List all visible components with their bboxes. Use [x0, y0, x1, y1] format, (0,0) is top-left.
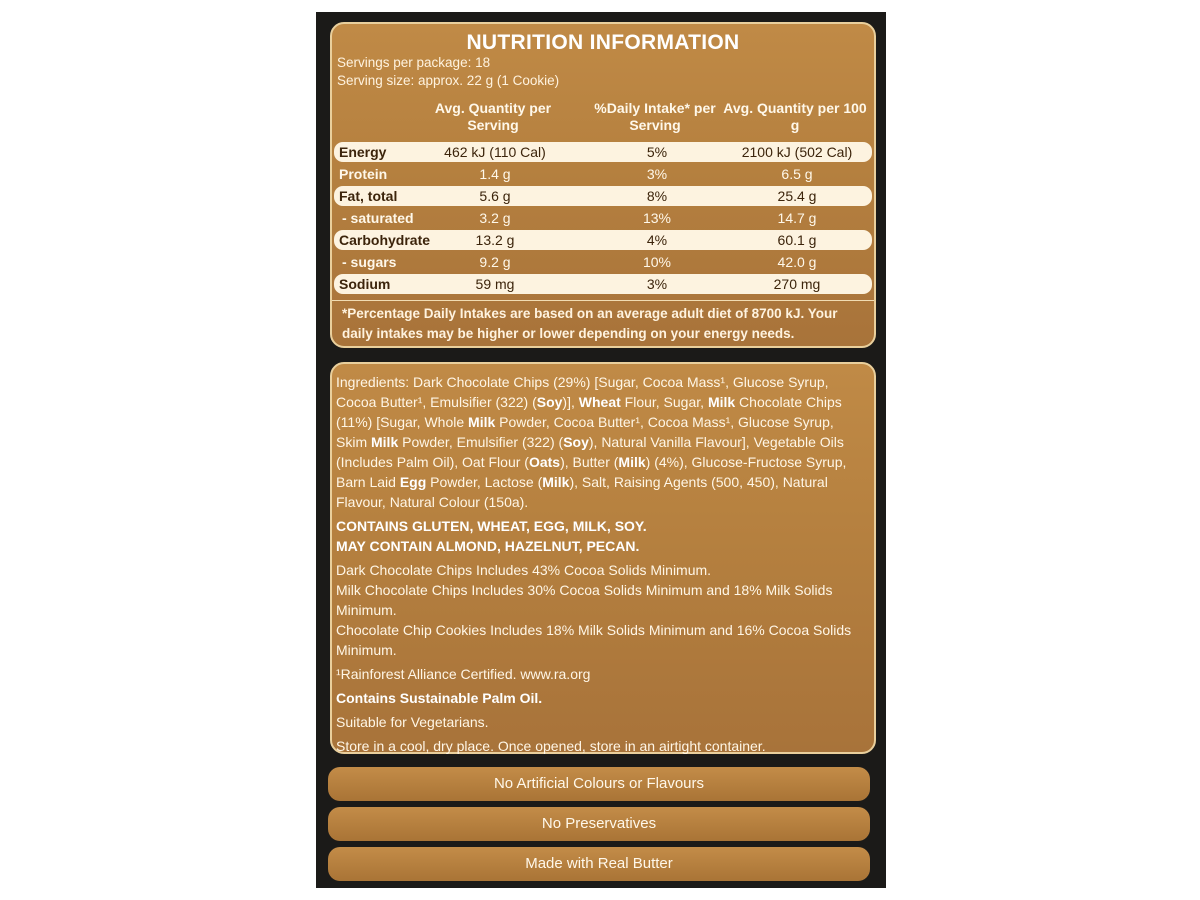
daily-intake-value: 13% — [642, 210, 672, 226]
ingredient-text: ), Natural Vanilla Flavour], Vegetable Oils (Includes Palm Oil), Oat Flour ( — [336, 434, 844, 470]
allergen-highlight: Milk — [618, 454, 646, 470]
header-avg-per-100g: Avg. Quantity per 100 g — [723, 100, 867, 133]
allergen-highlight: Wheat — [578, 394, 621, 410]
nutrition-row-fat-total — [334, 186, 872, 206]
per-serving-value: 59 mg — [475, 276, 515, 292]
nutrient-name: Protein — [339, 166, 388, 182]
per-100g-value: 270 mg — [773, 276, 821, 292]
per-100g-value: 42.0 g — [777, 254, 817, 270]
ingredient-text: Chocolate Chips (11%) [Sugar, Whole — [336, 394, 842, 430]
header-avg-per-serving: Avg. Quantity per Serving — [434, 100, 552, 133]
per-serving-value: 1.4 g — [479, 166, 511, 182]
palm-oil-statement: Contains Sustainable Palm Oil. — [336, 690, 543, 706]
per-serving-value: 3.2 g — [479, 210, 511, 226]
nutrient-name: - saturated — [342, 210, 414, 226]
daily-intake-footnote: *Percentage Daily Intakes are based on an average adult diet of 8700 kJ. Your daily intakes may be higher or lower depending on your energy needs. — [342, 306, 838, 341]
per-100g-value: 6.5 g — [781, 166, 813, 182]
per-serving-value: 5.6 g — [479, 188, 511, 204]
allergen-highlight: Soy — [563, 434, 589, 450]
allergen-highlight: Oats — [528, 454, 561, 470]
footnote-divider — [332, 300, 874, 301]
nutrition-row-protein — [334, 164, 872, 184]
ingredient-text: Powder, Cocoa Butter¹, Cocoa Mass¹, Glucose Syrup, Skim — [336, 414, 834, 450]
allergen-contains: CONTAINS GLUTEN, WHEAT, EGG, MILK, SOY. — [336, 518, 647, 534]
allergen-highlight: Egg — [399, 474, 427, 490]
nutrition-title: NUTRITION INFORMATION — [466, 31, 740, 54]
nutrient-name: Carbohydrate — [339, 232, 431, 248]
ingredient-text: Ingredients: Dark Chocolate Chips (29%) [Sugar, Cocoa Mass¹, Glucose Syrup, Cocoa Butter¹, Emulsifier (322) ( — [336, 374, 829, 410]
per-serving-value: 13.2 g — [475, 232, 515, 248]
allergen-may-contain: MAY CONTAIN ALMOND, HAZELNUT, PECAN. — [336, 538, 640, 554]
nutrition-row-carbohydrate — [334, 230, 872, 250]
claim-real-butter: Made with Real Butter — [328, 847, 870, 881]
milk-chips-note: Milk Chocolate Chips Includes 30% Cocoa Solids Minimum and 18% Milk Solids Minimum. — [336, 582, 833, 618]
cookies-note: Chocolate Chip Cookies Includes 18% Milk Solids Minimum and 16% Cocoa Solids Minimum. — [336, 622, 852, 658]
claim-no-artificial: No Artificial Colours or Flavours — [328, 767, 870, 801]
serving-size: Serving size: approx. 22 g (1 Cookie) — [337, 73, 560, 88]
nutrition-row-saturated — [334, 208, 872, 228]
ingredients-list — [336, 372, 864, 512]
per-100g-value: 2100 kJ (502 Cal) — [741, 144, 853, 160]
nutrition-row-energy — [334, 142, 872, 162]
nutrient-name: Energy — [339, 144, 387, 160]
per-serving-value: 462 kJ (110 Cal) — [444, 144, 546, 160]
vegetarian-statement: Suitable for Vegetarians. — [336, 714, 489, 730]
daily-intake-value: 3% — [646, 276, 668, 292]
servings-per-package: Servings per package: 18 — [337, 55, 491, 70]
dark-chips-note: Dark Chocolate Chips Includes 43% Cocoa Solids Minimum. — [336, 562, 712, 578]
allergen-highlight: Milk — [468, 414, 496, 430]
allergen-highlight: Soy — [536, 394, 563, 410]
allergen-highlight: Milk — [542, 474, 570, 490]
daily-intake-value: 5% — [646, 144, 668, 160]
per-serving-value: 9.2 g — [479, 254, 511, 270]
daily-intake-value: 3% — [646, 166, 668, 182]
rainforest-certification: ¹Rainforest Alliance Certified. www.ra.org — [336, 666, 591, 682]
nutrition-row-sodium — [334, 274, 872, 294]
nutrient-name: Sodium — [339, 276, 391, 292]
ingredient-text: )], — [562, 394, 579, 410]
ingredient-text: ) (4%), Glucose-Fructose Syrup, Barn Laid — [336, 454, 847, 490]
nutrient-name: Fat, total — [339, 188, 398, 204]
ingredient-text: Powder, Emulsifier (322) ( — [398, 434, 564, 450]
nutrition-panel — [330, 22, 876, 348]
nutrition-row-sugars — [334, 252, 872, 272]
header-daily-intake: %Daily Intake* per Serving — [594, 100, 716, 133]
allergen-highlight: Milk — [371, 434, 399, 450]
ingredient-text: ), Salt, Raising Agents (500, 450), Natural Flavour, Natural Colour (150a). — [336, 474, 828, 510]
allergen-highlight: Milk — [707, 394, 736, 410]
daily-intake-value: 10% — [642, 254, 672, 270]
ingredients-panel — [330, 362, 876, 754]
storage-instructions: Store in a cool, dry place. Once opened, store in an airtight container. — [336, 738, 766, 754]
per-100g-value: 25.4 g — [777, 188, 817, 204]
nutrient-name: - sugars — [342, 254, 397, 270]
daily-intake-value: 4% — [646, 232, 668, 248]
ingredient-text: Flour, Sugar, — [620, 394, 708, 410]
claim-no-preservatives: No Preservatives — [328, 807, 870, 841]
ingredient-text: ), Butter ( — [560, 454, 619, 470]
per-100g-value: 60.1 g — [777, 232, 817, 248]
daily-intake-value: 8% — [646, 188, 668, 204]
per-100g-value: 14.7 g — [777, 210, 817, 226]
ingredient-text: Powder, Lactose ( — [426, 474, 543, 490]
